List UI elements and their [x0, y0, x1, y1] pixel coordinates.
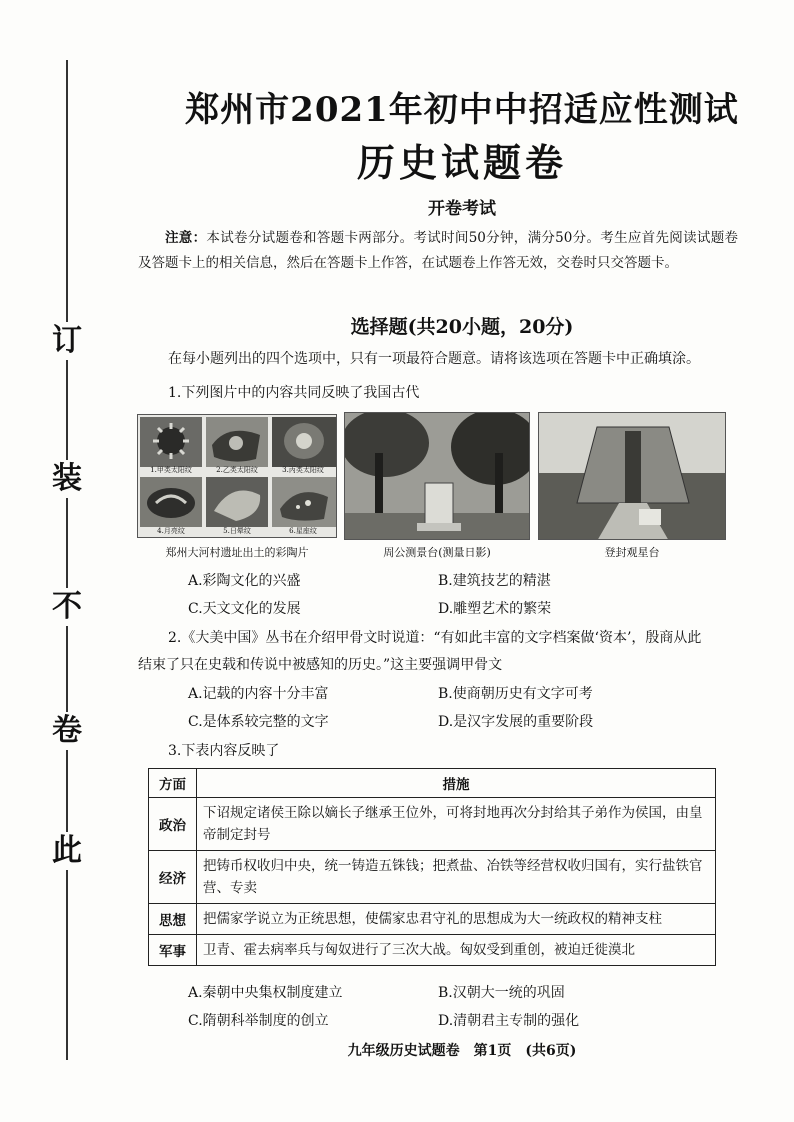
q2-stem-line2: 结束了只在史载和传说中被感知的历史。”这主要强调甲骨文	[138, 657, 503, 673]
table-cell-key: 思想	[149, 904, 197, 935]
q3-measures-table	[148, 768, 716, 966]
pottery-grid-svg	[138, 415, 337, 538]
binding-char-ci: 此	[48, 832, 86, 870]
q1-option-d[interactable]: D.雕塑艺术的繁荣	[438, 601, 552, 617]
pottery-label-6: 6.星座纹	[289, 527, 317, 535]
section-title: 选择题(共20小题，20分)	[350, 316, 574, 338]
binding-margin	[0, 0, 130, 1122]
q2-option-a[interactable]: A.记载的内容十分丰富	[188, 686, 329, 702]
table-cell-key: 政治	[149, 798, 197, 851]
zhougong-tower-image	[344, 412, 530, 540]
exam-title: 郑州市2021年初中中招适应性测试	[185, 90, 739, 130]
pottery-shards-image	[137, 414, 337, 538]
table-cell-value: 卫青、霍去病率兵与匈奴进行了三次大战。匈奴受到重创，被迫迁徙漠北	[197, 935, 716, 966]
zhougong-svg	[345, 413, 530, 540]
table-cell-value: 把儒家学说立为正统思想，使儒家忠君守礼的思想成为大一统政权的精神支柱	[197, 904, 716, 935]
q1-option-b[interactable]: B.建筑技艺的精湛	[438, 573, 551, 589]
binding-line	[66, 60, 68, 1060]
q2-stem-line1: 2.《大美中国》丛书在介绍甲骨文时说道：“有如此丰富的文字档案做‘资本’，殷商从此	[168, 630, 702, 646]
pottery-label-4: 4.月亮纹	[157, 527, 185, 535]
table-cell-key: 经济	[149, 851, 197, 904]
binding-char-juan: 卷	[48, 712, 86, 750]
zhougong-caption: 周公测景台(测量日影)	[383, 546, 491, 559]
pottery-label-2: 2.乙类太阳纹	[216, 466, 258, 474]
exam-subject-title: 历史试题卷	[356, 140, 567, 185]
q3-option-d[interactable]: D.清朝君主专制的强化	[438, 1013, 580, 1029]
table-header-row	[149, 769, 716, 798]
pottery-label-5: 5.日晕纹	[223, 527, 251, 535]
q3-option-a[interactable]: A.秦朝中央集权制度建立	[188, 985, 343, 1001]
q2-option-d[interactable]: D.是汉字发展的重要阶段	[438, 714, 594, 730]
exam-notice	[138, 226, 738, 276]
pottery-label-3: 3.丙类太阳纹	[282, 466, 324, 474]
notice-label: 注意：	[165, 230, 207, 246]
table-row	[149, 851, 716, 904]
binding-char-bu: 不	[48, 588, 86, 626]
pottery-caption: 郑州大河村遗址出土的彩陶片	[165, 546, 309, 559]
table-header-measures: 措施	[197, 769, 716, 798]
table-row	[149, 798, 716, 851]
dengfeng-observatory-image	[538, 412, 726, 540]
dengfeng-svg	[539, 413, 726, 540]
page-footer: 九年级历史试题卷 第1页 (共6页)	[347, 1043, 577, 1059]
exam-type: 开卷考试	[428, 199, 496, 219]
dengfeng-caption: 登封观星台	[604, 546, 660, 559]
binding-char-ding: 订	[48, 322, 86, 360]
table-row	[149, 935, 716, 966]
table-row	[149, 904, 716, 935]
q1-option-a[interactable]: A.彩陶文化的兴盛	[188, 573, 301, 589]
section-instruction: 在每小题列出的四个选项中，只有一项最符合题意。请将该选项在答题卡中正确填涂。	[168, 351, 700, 367]
q3-option-b[interactable]: B.汉朝大一统的巩固	[438, 985, 565, 1001]
notice-text: 本试卷分试题卷和答题卡两部分。考试时间50分钟，满分50分。考生应首先阅读试题卷及答题卡上的相关信息，然后在答题卡上作答，在试题卷上作答无效，交卷时只交答题卡。	[138, 230, 739, 271]
pottery-label-1: 1.甲类太阳纹	[150, 466, 192, 474]
q3-option-c[interactable]: C.隋朝科举制度的创立	[188, 1013, 329, 1029]
q1-stem: 1.下列图片中的内容共同反映了我国古代	[168, 385, 420, 401]
q1-option-c[interactable]: C.天文文化的发展	[188, 601, 301, 617]
table-cell-value: 把铸币权收归中央，统一铸造五铢钱；把煮盐、冶铁等经营权收归国有，实行盐铁官营、专卖	[197, 851, 716, 904]
binding-char-zhuang: 装	[48, 460, 86, 498]
table-header-aspect: 方面	[149, 769, 197, 798]
q3-stem: 3.下表内容反映了	[168, 743, 280, 759]
q2-option-b[interactable]: B.使商朝历史有文字可考	[438, 686, 593, 702]
q2-option-c[interactable]: C.是体系较完整的文字	[188, 714, 329, 730]
table-cell-value: 下诏规定诸侯王除以嫡长子继承王位外，可将封地再次分封给其子弟作为侯国，由皇帝制定封号	[197, 798, 716, 851]
table-cell-key: 军事	[149, 935, 197, 966]
